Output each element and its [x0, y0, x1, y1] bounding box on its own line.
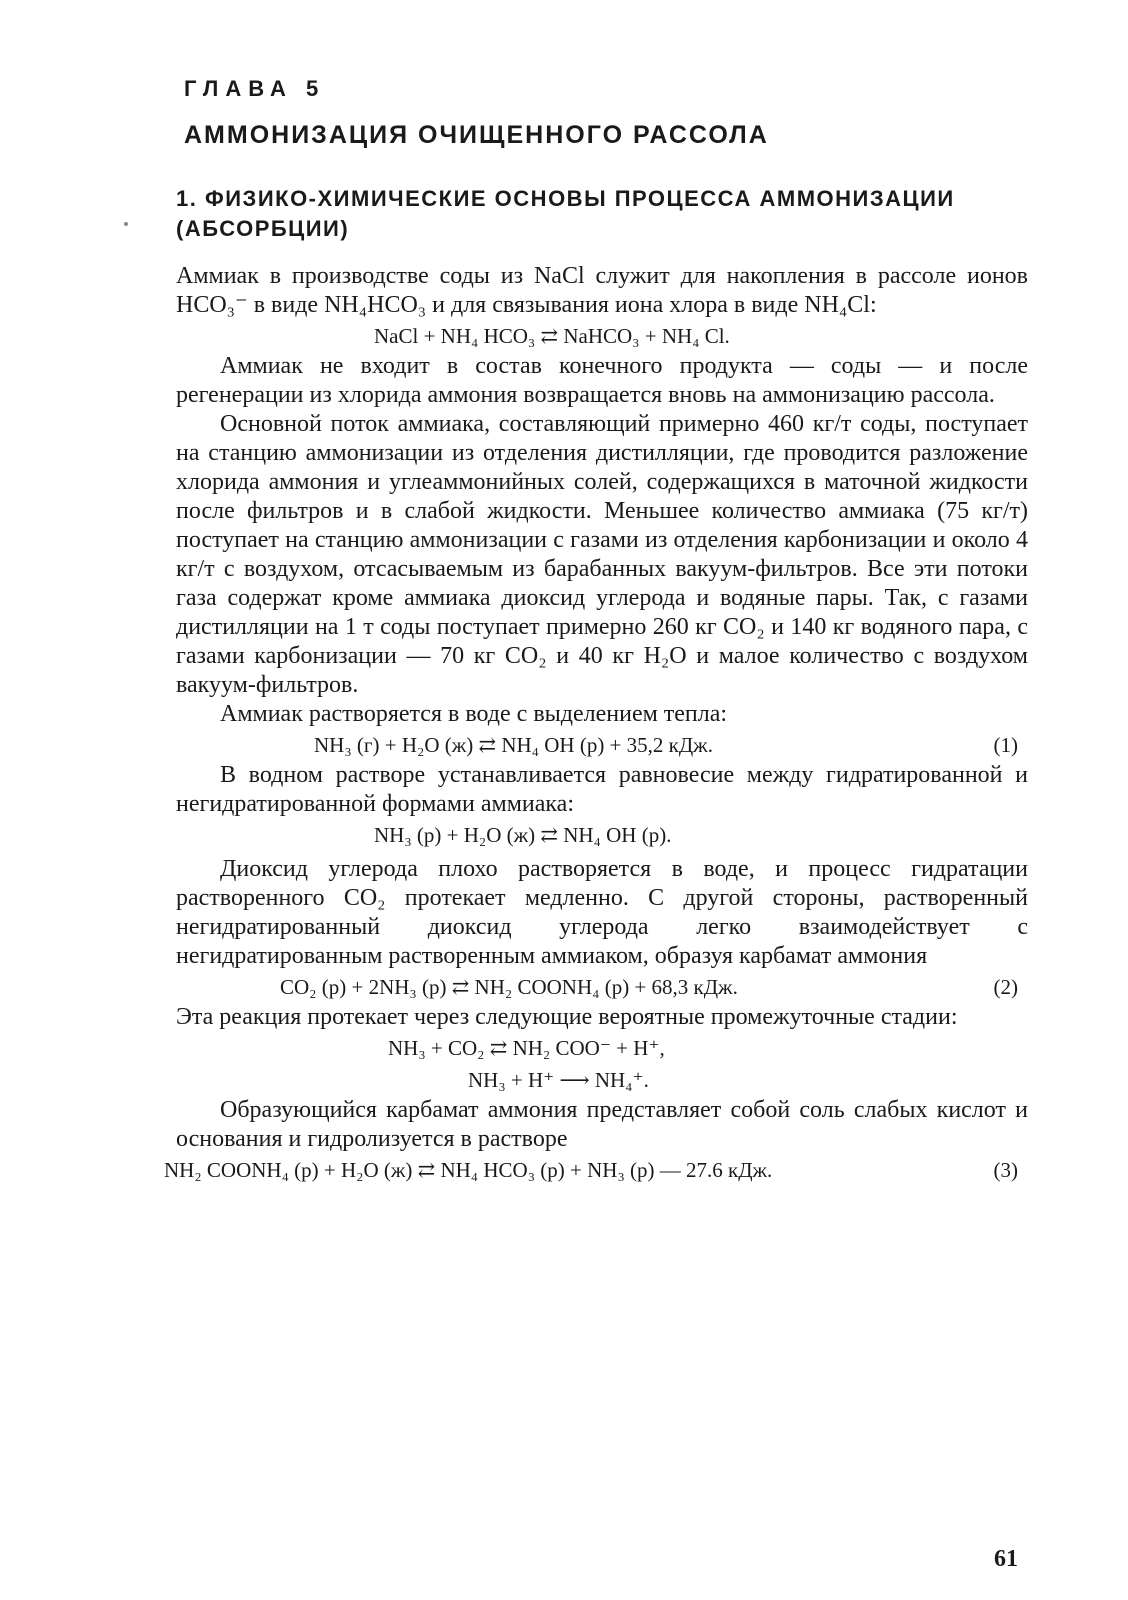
equation-number: (3) [993, 1158, 1018, 1182]
equation [176, 1064, 1028, 1096]
equation-formula: NH₃ + CO₂ ⇄ NH₂ COO⁻ + H⁺, [388, 1036, 665, 1060]
scan-speck [124, 222, 128, 226]
equation-number: (2) [993, 975, 1018, 999]
chapter-title: АММОНИЗАЦИЯ ОЧИЩЕННОГО РАССОЛА [184, 121, 769, 149]
equation-1 [176, 729, 1028, 761]
body-text [164, 262, 1028, 1186]
equation-number: (1) [993, 733, 1018, 757]
equation-formula: CO₂ (р) + 2NH₃ (р) ⇄ NH₂ COONH₄ (р) + 68,3 кДж. [280, 975, 738, 999]
page-number: 61 [994, 1546, 1018, 1572]
paragraph: Диоксид углерода плохо растворяется в воде, и процесс гидратации растворенного CO₂ протекает медленно. С другой стороны, растворенный негидратированный диоксид углерода легко взаимодействует с негидратированным растворенным аммиаком, образуя карбамат аммония [176, 856, 1028, 969]
section-title: 1. ФИЗИКО-ХИМИЧЕСКИЕ ОСНОВЫ ПРОЦЕССА АММОНИЗАЦИИ (АБСОРБЦИИ) [176, 186, 955, 241]
chapter-label: ГЛАВА 5 [184, 76, 326, 101]
paragraph: Образующийся карбамат аммония представляет собой соль слабых кислот и основания и гидролизуется в растворе [176, 1097, 1028, 1152]
equation-2 [176, 971, 1028, 1003]
equation [176, 320, 1028, 352]
equation-3 [164, 1154, 1028, 1186]
equation-formula: NH₂ COONH₄ (р) + H₂O (ж) ⇄ NH₄ HCO₃ (р) + NH₃ (р) — 27.6 кДж. [164, 1158, 773, 1182]
equation-formula: NH₃ (г) + H₂O (ж) ⇄ NH₄ OH (р) + 35,2 кДж. [314, 733, 713, 757]
paragraph: Эта реакция протекает через следующие вероятные промежуточные стадии: [176, 1004, 958, 1030]
equation [176, 819, 1028, 855]
paragraph: Аммиак растворяется в воде с выделением тепла: [220, 701, 728, 727]
equation-formula: NaCl + NH₄ HCO₃ ⇄ NaHCO₃ + NH₄ Cl. [374, 324, 730, 348]
equation-formula: NH₃ + H⁺ ⟶ NH₄⁺. [468, 1068, 649, 1092]
equation-formula: NH₃ (р) + H₂O (ж) ⇄ NH₄ OH (р). [374, 823, 672, 847]
paragraph: Аммиак в производстве соды из NaCl служит для накопления в рассоле ионов HCO₃⁻ в виде NH₄HCO₃ и для связывания иона хлора в виде NH₄Cl: [176, 263, 1028, 318]
paragraph: В водном растворе устанавливается равновесие между гидратированной и негидратированной формами аммиака: [176, 762, 1028, 817]
paragraph: Аммиак не входит в состав конечного продукта — соды — и после регенерации из хлорида аммония возвращается вновь на аммонизацию рассола. [176, 353, 1028, 408]
equation [176, 1032, 1028, 1064]
paragraph: Основной поток аммиака, составляющий примерно 460 кг/т соды, поступает на станцию аммонизации из отделения дистилляции, где проводится разложение хлорида аммония и углеаммонийных солей, содержащихся в маточной жидкости после фильтров и в слабой жидкости. Меньшее количество аммиака (75 кг/т) поступает на станцию аммонизации с газами из отделения карбонизации и около 4 кг/т с воздухом, отсасываемым из барабанных вакуум-фильтров. Все эти потоки газа содержат кроме аммиака диоксид углерода и водяные пары. Так, с газами дистилляции на 1 т соды поступает примерно 260 кг CO₂ и 140 кг водяного пара, с газами карбонизации — 70 кг CO₂ и 40 кг H₂O и малое количество с воздухом вакуум-фильтров. [176, 411, 1028, 698]
